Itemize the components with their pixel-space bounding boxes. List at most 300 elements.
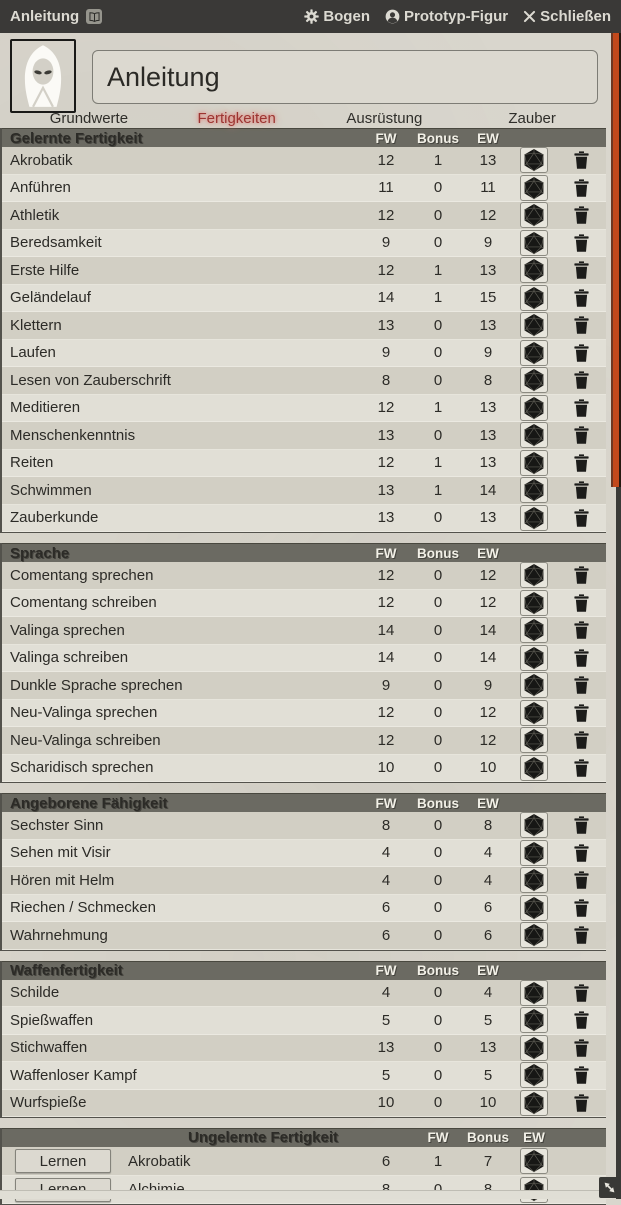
section-header-row	[2, 793, 606, 812]
skill-name: Sechster Sinn	[10, 816, 104, 834]
dice-roll-button[interactable]	[520, 700, 548, 726]
skill-fw-value: 6	[381, 1152, 391, 1170]
d20-dice-icon	[523, 451, 545, 475]
dice-roll-button[interactable]	[520, 1062, 548, 1088]
column-header-bonus: Bonus	[417, 130, 459, 146]
section-rows	[2, 980, 606, 1118]
skill-fw-value: 12	[377, 704, 395, 722]
dice-roll-button[interactable]	[520, 147, 548, 173]
delete-skill-button[interactable]	[572, 842, 591, 864]
d20-dice-icon	[523, 673, 545, 697]
skill-ew-value: 4	[483, 844, 493, 862]
skill-row	[2, 477, 606, 505]
dice-roll-button[interactable]	[520, 922, 548, 948]
trash-icon	[574, 1066, 589, 1084]
skill-row	[2, 367, 606, 395]
trash-icon	[574, 1094, 589, 1112]
skill-fw-value: 8	[381, 371, 391, 389]
d20-dice-icon	[523, 841, 545, 865]
dice-roll-button[interactable]	[520, 840, 548, 866]
skill-row	[2, 617, 606, 645]
character-header	[0, 33, 621, 128]
column-header-bonus: Bonus	[417, 795, 459, 811]
column-header-ew: EW	[477, 795, 499, 811]
d20-dice-icon	[523, 341, 545, 365]
column-header-bonus: Bonus	[417, 545, 459, 561]
skill-bonus-value: 0	[433, 844, 443, 862]
trash-icon	[574, 899, 589, 917]
section-title: Waffenfertigkeit	[10, 962, 123, 979]
skill-fw-value: 5	[381, 1011, 391, 1029]
skill-fw-value: 12	[377, 261, 395, 279]
skill-bonus-value: 1	[433, 261, 443, 279]
skill-ew-value: 13	[479, 1039, 497, 1057]
column-header-ew: EW	[477, 963, 499, 978]
skill-ew-value: 12	[479, 594, 497, 612]
skill-bonus-value: 0	[433, 676, 443, 694]
skill-row	[2, 562, 606, 590]
resize-arrow-icon	[602, 1180, 617, 1195]
skill-name: Sehen mit Visir	[10, 844, 111, 862]
skill-bonus-value: 0	[433, 871, 443, 889]
skill-fw-value: 12	[377, 151, 395, 169]
trash-icon	[574, 871, 589, 889]
delete-skill-button[interactable]	[572, 507, 591, 529]
book-icon[interactable]	[86, 9, 102, 24]
trash-icon	[574, 566, 589, 584]
delete-skill-button[interactable]	[572, 259, 591, 281]
skill-name: Lesen von Zauberschrift	[10, 371, 171, 389]
skill-fw-value: 14	[377, 649, 395, 667]
skill-fw-value: 13	[377, 316, 395, 334]
trash-icon	[574, 151, 589, 169]
dice-roll-button[interactable]	[520, 175, 548, 201]
dice-roll-button[interactable]	[520, 450, 548, 476]
delete-skill-button[interactable]	[572, 204, 591, 226]
gear-icon	[304, 9, 319, 24]
tab-fertigkeiten[interactable]: Fertigkeiten	[197, 110, 276, 127]
skill-bonus-value: 0	[433, 371, 443, 389]
column-header-ew: EW	[477, 545, 499, 561]
dice-roll-button[interactable]	[520, 477, 548, 503]
sheet-button[interactable]	[304, 8, 370, 25]
skill-ew-value: 4	[483, 984, 493, 1002]
skill-bonus-value: 0	[433, 316, 443, 334]
skill-bonus-value: 0	[433, 984, 443, 1002]
skill-ew-value: 4	[483, 871, 493, 889]
dice-roll-button[interactable]	[520, 395, 548, 421]
delete-skill-button[interactable]	[572, 757, 591, 779]
skill-ew-value: 8	[483, 816, 493, 834]
learn-button[interactable]: Lernen	[15, 1149, 111, 1173]
dice-roll-button[interactable]	[520, 202, 548, 228]
dice-roll-button[interactable]	[520, 257, 548, 283]
delete-skill-button[interactable]	[572, 869, 591, 891]
dice-roll-button[interactable]	[520, 617, 548, 643]
skill-ew-value: 15	[479, 289, 497, 307]
tab-zauber[interactable]: Zauber	[508, 110, 556, 127]
dice-roll-button[interactable]	[520, 1007, 548, 1033]
trash-icon	[574, 179, 589, 197]
skill-bonus-value: 0	[433, 206, 443, 224]
tab-bar	[0, 110, 606, 127]
skill-name: Wahrnehmung	[10, 926, 108, 944]
section-title: Angeborene Fähigkeit	[10, 794, 168, 812]
dice-roll-button[interactable]	[520, 367, 548, 393]
d20-dice-icon	[523, 396, 545, 420]
delete-skill-button[interactable]	[572, 647, 591, 669]
skill-ew-value: 5	[483, 1066, 493, 1084]
trash-icon	[574, 816, 589, 834]
dice-roll-button[interactable]	[520, 812, 548, 838]
section-rows	[2, 562, 606, 782]
skill-row	[2, 1147, 606, 1176]
prototype-figure-label: Prototyp-Figur	[403, 8, 509, 25]
skill-bonus-value: 0	[433, 759, 443, 777]
d20-dice-icon	[523, 231, 545, 255]
delete-skill-button[interactable]	[572, 232, 591, 254]
dice-roll-button[interactable]	[520, 1035, 548, 1061]
tab-grundwerte[interactable]: Grundwerte	[49, 110, 129, 127]
trash-icon	[574, 984, 589, 1002]
delete-skill-button[interactable]	[572, 592, 591, 614]
skill-name: Menschenkenntnis	[10, 426, 136, 444]
skill-fw-value: 14	[377, 621, 395, 639]
section-rows	[2, 812, 606, 950]
skill-fw-value: 5	[381, 1066, 391, 1084]
delete-skill-button[interactable]	[572, 674, 591, 696]
skill-bonus-value: 0	[433, 594, 443, 612]
column-header-fw: FW	[427, 1130, 449, 1146]
d20-dice-icon	[523, 423, 545, 447]
skill-fw-value: 8	[381, 816, 391, 834]
column-header-fw: FW	[375, 795, 397, 811]
trash-icon	[574, 206, 589, 224]
delete-skill-button[interactable]	[572, 897, 591, 919]
section-header-row	[2, 1128, 606, 1147]
d20-dice-icon	[523, 728, 545, 752]
skill-name: Akrobatik	[10, 151, 73, 169]
skill-name: Stichwaffen	[10, 1039, 88, 1057]
skill-row	[2, 147, 606, 175]
skill-row	[2, 202, 606, 230]
d20-dice-icon	[523, 1091, 545, 1115]
skill-ew-value: 14	[479, 649, 497, 667]
trash-icon	[574, 371, 589, 389]
skill-name: Klettern	[10, 316, 62, 334]
skill-row	[2, 812, 606, 840]
d20-dice-icon	[523, 258, 545, 282]
section-title: Ungelernte Fertigkeit	[187, 1129, 339, 1147]
dice-roll-button[interactable]	[520, 727, 548, 753]
skill-fw-value: 12	[377, 206, 395, 224]
delete-skill-button[interactable]	[572, 342, 591, 364]
skill-name: Neu-Valinga schreiben	[10, 731, 161, 749]
skill-ew-value: 13	[479, 426, 497, 444]
skill-bonus-value: 1	[433, 399, 443, 417]
dice-roll-button[interactable]	[520, 980, 548, 1006]
skill-bonus-value: 0	[433, 621, 443, 639]
delete-skill-button[interactable]	[572, 314, 591, 336]
skill-name: Valinga schreiben	[10, 649, 129, 667]
delete-skill-button[interactable]	[572, 397, 591, 419]
section-title: Sprache	[10, 544, 70, 562]
dice-roll-button[interactable]	[520, 422, 548, 448]
dice-roll-button[interactable]	[520, 672, 548, 698]
skill-ew-value: 6	[483, 926, 493, 944]
prototype-figure-button[interactable]	[385, 8, 508, 25]
trash-icon	[574, 481, 589, 499]
skill-fw-value: 6	[381, 926, 391, 944]
d20-dice-icon	[523, 506, 545, 530]
skill-row	[2, 312, 606, 340]
skill-row	[2, 672, 606, 700]
skill-row	[2, 340, 606, 368]
window-resize-handle[interactable]	[599, 1177, 620, 1198]
dice-roll-button[interactable]	[520, 230, 548, 256]
skill-name: Hören mit Helm	[10, 871, 115, 889]
trash-icon	[574, 344, 589, 362]
skill-section	[0, 543, 606, 783]
skill-bonus-value: 1	[433, 454, 443, 472]
dice-roll-button[interactable]	[520, 505, 548, 531]
book-icon-glyph	[89, 12, 100, 22]
column-header-fw: FW	[375, 545, 397, 561]
close-button[interactable]	[523, 8, 611, 25]
d20-dice-icon	[523, 618, 545, 642]
d20-dice-icon	[523, 1036, 545, 1060]
skill-fw-value: 4	[381, 871, 391, 889]
delete-skill-button[interactable]	[572, 564, 591, 586]
skill-name: Schwimmen	[10, 481, 92, 499]
skill-section	[0, 961, 606, 1119]
skill-row	[2, 700, 606, 728]
skill-row	[2, 422, 606, 450]
column-header-fw: FW	[375, 130, 397, 146]
skill-ew-value: 12	[479, 566, 497, 584]
skill-bonus-value: 0	[433, 731, 443, 749]
skill-ew-value: 13	[479, 316, 497, 334]
delete-skill-button[interactable]	[572, 814, 591, 836]
skill-ew-value: 10	[479, 759, 497, 777]
skill-fw-value: 13	[377, 1039, 395, 1057]
trash-icon	[574, 759, 589, 777]
skill-name: Neu-Valinga sprechen	[10, 704, 158, 722]
person-icon	[385, 9, 400, 24]
section-rows	[2, 147, 606, 532]
skill-name: Anführen	[10, 179, 71, 197]
delete-skill-button[interactable]	[572, 479, 591, 501]
d20-dice-icon	[523, 868, 545, 892]
d20-dice-icon	[523, 981, 545, 1005]
skill-fw-value: 13	[377, 426, 395, 444]
skill-ew-value: 6	[483, 899, 493, 917]
delete-skill-button[interactable]	[572, 1092, 591, 1114]
section-header-row	[2, 543, 606, 562]
skill-name: Zauberkunde	[10, 509, 99, 527]
skill-ew-value: 13	[479, 261, 497, 279]
dice-roll-button[interactable]	[520, 755, 548, 781]
dice-roll-button[interactable]	[520, 867, 548, 893]
delete-skill-button[interactable]	[572, 369, 591, 391]
skill-ew-value: 14	[479, 621, 497, 639]
skill-name: Erste Hilfe	[10, 261, 80, 279]
column-header-ew: EW	[477, 130, 499, 146]
skill-ew-value: 13	[479, 454, 497, 472]
skill-row	[2, 257, 606, 285]
column-header-bonus: Bonus	[467, 1130, 509, 1146]
delete-skill-button[interactable]	[572, 177, 591, 199]
skill-ew-value: 10	[479, 1094, 497, 1112]
skill-ew-value: 12	[479, 731, 497, 749]
skill-ew-value: 14	[479, 481, 497, 499]
tab-ausruestung[interactable]: Ausrüstung	[346, 110, 423, 127]
delete-skill-button[interactable]	[572, 452, 591, 474]
skill-row	[2, 645, 606, 673]
skill-name: Wurfspieße	[10, 1094, 87, 1112]
skill-row	[2, 922, 606, 950]
d20-dice-icon	[523, 923, 545, 947]
sheet-button-label: Bogen	[323, 8, 370, 25]
column-header-fw: FW	[375, 963, 397, 978]
dice-roll-button[interactable]	[520, 895, 548, 921]
skill-row	[2, 980, 606, 1008]
skill-row	[2, 505, 606, 533]
skill-name: Akrobatik	[128, 1152, 191, 1170]
dice-roll-button[interactable]	[520, 645, 548, 671]
d20-dice-icon	[523, 1008, 545, 1032]
skill-row	[2, 230, 606, 258]
skill-bonus-value: 0	[433, 1094, 443, 1112]
skill-bonus-value: 1	[433, 481, 443, 499]
d20-dice-icon	[523, 1149, 545, 1173]
delete-skill-button[interactable]	[572, 424, 591, 446]
delete-skill-button[interactable]	[572, 1064, 591, 1086]
vertical-scrollbar-thumb[interactable]	[611, 33, 621, 487]
trash-icon	[574, 704, 589, 722]
skill-row	[2, 867, 606, 895]
delete-skill-button[interactable]	[572, 619, 591, 641]
column-header-bonus: Bonus	[417, 963, 459, 978]
window-titlebar	[0, 0, 621, 33]
skill-row	[2, 1090, 606, 1118]
character-avatar[interactable]	[10, 39, 76, 113]
column-header-ew: EW	[523, 1130, 545, 1146]
d20-dice-icon	[523, 478, 545, 502]
skill-section	[0, 128, 606, 533]
skill-ew-value: 13	[479, 151, 497, 169]
skill-row	[2, 1062, 606, 1090]
delete-skill-button[interactable]	[572, 287, 591, 309]
skill-name: Schilde	[10, 984, 60, 1002]
skill-bonus-value: 0	[433, 509, 443, 527]
skill-ew-value: 5	[483, 1011, 493, 1029]
delete-skill-button[interactable]	[572, 982, 591, 1004]
skill-bonus-value: 1	[433, 1152, 443, 1170]
skill-fw-value: 12	[377, 399, 395, 417]
character-name-input[interactable]	[92, 50, 598, 104]
delete-skill-button[interactable]	[572, 729, 591, 751]
skill-name: Comentang schreiben	[10, 594, 157, 612]
skill-bonus-value: 0	[433, 426, 443, 444]
skill-ew-value: 12	[479, 704, 497, 722]
dice-roll-button[interactable]	[520, 1148, 548, 1174]
skill-fw-value: 13	[377, 509, 395, 527]
close-icon	[523, 10, 536, 23]
skill-ew-value: 12	[479, 206, 497, 224]
trash-icon	[574, 289, 589, 307]
trash-icon	[574, 594, 589, 612]
skill-name: Spießwaffen	[10, 1011, 94, 1029]
skill-name: Reiten	[10, 454, 54, 472]
skill-ew-value: 13	[479, 509, 497, 527]
close-button-label: Schließen	[540, 8, 611, 25]
skill-bonus-value: 0	[433, 1039, 443, 1057]
d20-dice-icon	[523, 148, 545, 172]
d20-dice-icon	[523, 646, 545, 670]
skill-bonus-value: 0	[433, 649, 443, 667]
skill-bonus-value: 0	[433, 816, 443, 834]
skill-row	[2, 285, 606, 313]
skill-name: Athletik	[10, 206, 60, 224]
trash-icon	[574, 844, 589, 862]
skill-row	[2, 590, 606, 618]
skill-fw-value: 10	[377, 759, 395, 777]
skill-ew-value: 13	[479, 399, 497, 417]
section-header-row	[2, 961, 606, 980]
skill-row	[2, 1035, 606, 1063]
hooded-figure-icon	[14, 43, 72, 109]
trash-icon	[574, 1039, 589, 1057]
skill-name: Meditieren	[10, 399, 81, 417]
delete-skill-button[interactable]	[572, 702, 591, 724]
skill-bonus-value: 0	[433, 926, 443, 944]
trash-icon	[574, 399, 589, 417]
dice-roll-button[interactable]	[520, 312, 548, 338]
trash-icon	[574, 731, 589, 749]
dice-roll-button[interactable]	[520, 340, 548, 366]
skill-ew-value: 9	[483, 234, 493, 252]
skill-ew-value: 8	[483, 371, 493, 389]
skill-name: Riechen / Schmecken	[10, 899, 156, 917]
dice-roll-button[interactable]	[520, 590, 548, 616]
delete-skill-button[interactable]	[572, 924, 591, 946]
delete-skill-button[interactable]	[572, 1037, 591, 1059]
skill-row	[2, 895, 606, 923]
dice-roll-button[interactable]	[520, 1090, 548, 1116]
skill-name: Geländelauf	[10, 289, 91, 307]
d20-dice-icon	[523, 286, 545, 310]
skill-bonus-value: 0	[433, 566, 443, 584]
delete-skill-button[interactable]	[572, 149, 591, 171]
trash-icon	[574, 234, 589, 252]
skill-fw-value: 4	[381, 844, 391, 862]
skill-row	[2, 450, 606, 478]
skill-row	[2, 175, 606, 203]
skill-name: Beredsamkeit	[10, 234, 102, 252]
skill-fw-value: 10	[377, 1094, 395, 1112]
delete-skill-button[interactable]	[572, 1009, 591, 1031]
horizontal-scrollbar-track[interactable]	[0, 1190, 612, 1199]
window-title: Anleitung	[10, 8, 80, 25]
d20-dice-icon	[523, 591, 545, 615]
skill-row	[2, 755, 606, 783]
skill-fw-value: 9	[381, 344, 391, 362]
section-header-row	[2, 128, 606, 147]
d20-dice-icon	[523, 176, 545, 200]
dice-roll-button[interactable]	[520, 285, 548, 311]
dice-roll-button[interactable]	[520, 562, 548, 588]
